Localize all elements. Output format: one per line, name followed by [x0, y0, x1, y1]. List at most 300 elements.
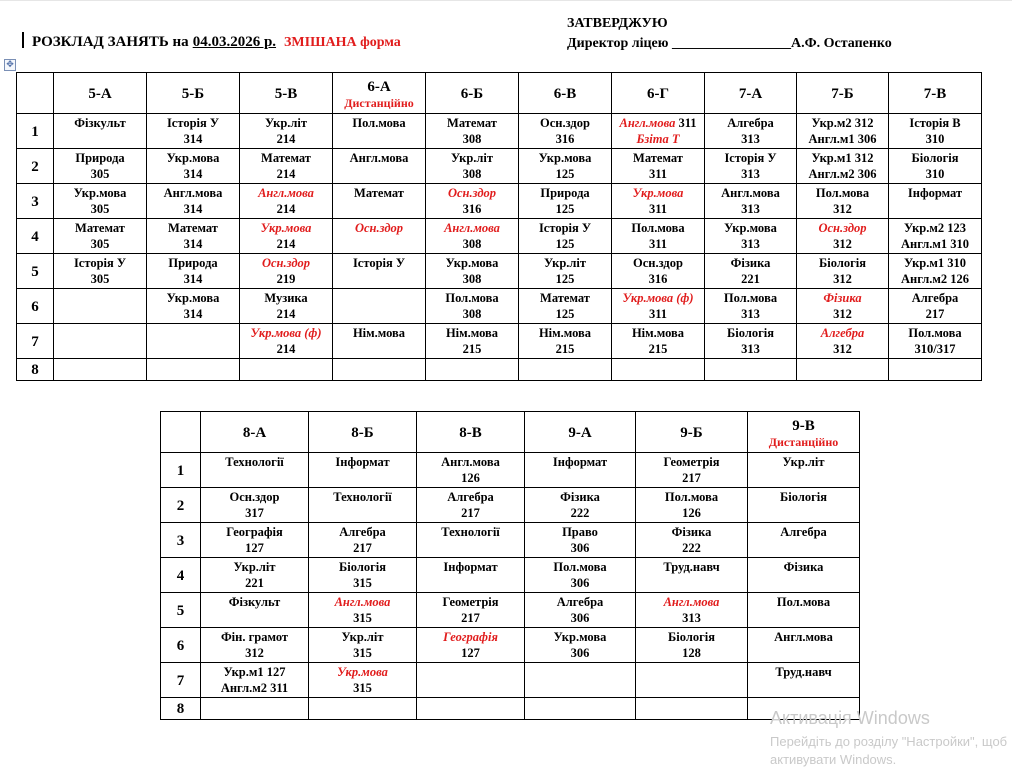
lesson-cell[interactable]	[705, 184, 797, 219]
subject	[613, 150, 703, 166]
subject-name: Укр.мова	[724, 221, 777, 235]
subject-name: Укр.мова	[260, 221, 312, 235]
room-number: 306	[570, 576, 590, 590]
lesson-cell[interactable]	[417, 698, 525, 720]
subject-name: Математ	[633, 151, 683, 165]
class-header	[147, 73, 240, 114]
lesson-cell[interactable]	[417, 558, 525, 593]
lesson-cell[interactable]	[748, 453, 860, 488]
lesson-cell[interactable]	[426, 219, 519, 254]
room-number: 316	[648, 272, 668, 286]
lesson-cell[interactable]	[525, 628, 636, 663]
class-name: 8-Б	[351, 424, 374, 441]
lesson-cell[interactable]	[889, 289, 982, 324]
room-number: 317	[245, 506, 264, 520]
subject	[418, 629, 523, 645]
subject-name: Фізика	[823, 291, 862, 305]
lesson-cell[interactable]	[519, 184, 612, 219]
lesson-cell[interactable]	[426, 289, 519, 324]
subject	[427, 115, 517, 131]
lesson-cell[interactable]	[612, 254, 705, 289]
room-number: 305	[90, 167, 110, 181]
subject-name: Геометрія	[663, 455, 720, 469]
lesson-cell[interactable]	[417, 523, 525, 558]
room-number: 221	[245, 576, 264, 590]
lesson-cell[interactable]	[797, 219, 889, 254]
lesson-cell[interactable]	[333, 359, 426, 381]
subject-name: Укр.мова	[553, 630, 607, 644]
schedule-title: РОЗКЛАД ЗАНЯТЬ на	[32, 34, 189, 50]
subject	[418, 454, 523, 470]
lesson-cell[interactable]	[797, 359, 889, 381]
lesson-cell[interactable]	[748, 523, 860, 558]
lesson-cell[interactable]	[705, 114, 797, 149]
subject-name: Осн.здор	[818, 221, 867, 235]
subject-name: Інформат	[907, 186, 963, 200]
subject	[241, 325, 331, 341]
room-number: 125	[555, 237, 575, 251]
lesson-cell[interactable]	[612, 149, 705, 184]
lesson-number: 4	[161, 558, 201, 593]
room-number: 222	[682, 541, 701, 555]
lesson-row	[161, 663, 860, 698]
lesson-cell[interactable]	[705, 289, 797, 324]
lesson-cell[interactable]	[147, 254, 240, 289]
lesson-cell[interactable]	[525, 488, 636, 523]
table-move-handle-icon[interactable]: ✥	[4, 59, 16, 71]
subject	[427, 325, 517, 341]
lesson-cell[interactable]	[889, 184, 982, 219]
lesson-row	[17, 289, 982, 324]
subject-name: Математ	[75, 221, 125, 235]
subject-name: Пол.мова	[723, 291, 778, 305]
subject	[241, 185, 331, 201]
lesson-number: 1	[161, 453, 201, 488]
subject	[749, 454, 858, 470]
subject	[749, 489, 858, 505]
lesson-cell[interactable]	[309, 628, 417, 663]
room-number: 306	[570, 541, 590, 555]
subject-name: Алгебра	[820, 326, 865, 340]
lesson-number: 7	[17, 324, 54, 359]
lesson-cell[interactable]	[417, 488, 525, 523]
header-row	[17, 73, 982, 114]
room-number: 314	[183, 132, 203, 146]
room-number: 305	[90, 202, 110, 216]
lesson-cell[interactable]	[636, 488, 748, 523]
subject	[637, 559, 746, 575]
director-line: Директор ліцею _________________А.Ф. Остапенко	[567, 36, 892, 51]
lesson-cell[interactable]	[147, 289, 240, 324]
subject-name: Історія У	[73, 256, 127, 270]
subject	[526, 594, 634, 610]
lesson-number: 6	[161, 628, 201, 663]
subject-name: Математ	[540, 291, 590, 305]
lesson-cell[interactable]	[54, 289, 147, 324]
class-name: 9-В	[792, 417, 815, 434]
class-name: 6-В	[553, 85, 577, 102]
lesson-cell[interactable]	[201, 663, 309, 698]
subject	[241, 150, 331, 166]
lesson-cell[interactable]	[309, 663, 417, 698]
class-name: 6-А	[367, 78, 391, 95]
room-number: 125	[555, 307, 575, 321]
lesson-cell[interactable]	[309, 453, 417, 488]
lesson-cell[interactable]	[748, 628, 860, 663]
lesson-cell[interactable]	[519, 254, 612, 289]
room-number: 314	[183, 167, 203, 181]
room-number: 314	[183, 202, 203, 216]
room-number: Англ.м2 306	[808, 167, 877, 181]
subject	[798, 290, 887, 306]
lesson-cell[interactable]	[889, 359, 982, 381]
subject-name: Англ.мова	[258, 186, 314, 200]
subject-name: Укр.м1 127	[223, 665, 286, 679]
lesson-cell[interactable]	[426, 254, 519, 289]
lesson-cell[interactable]	[147, 114, 240, 149]
subject-name: Технології	[441, 525, 500, 539]
lesson-cell[interactable]	[333, 114, 426, 149]
subject	[418, 594, 523, 610]
class-header	[333, 73, 426, 114]
subject-name: Укр.м2 123	[903, 221, 967, 235]
lesson-number: 1	[17, 114, 54, 149]
lesson-cell[interactable]	[309, 698, 417, 720]
lesson-number: 4	[17, 219, 54, 254]
lesson-cell[interactable]	[240, 289, 333, 324]
lesson-cell[interactable]	[748, 488, 860, 523]
room-number: 312	[245, 646, 264, 660]
room-number: 215	[648, 342, 668, 356]
lesson-cell[interactable]	[705, 149, 797, 184]
lesson-cell[interactable]	[636, 593, 748, 628]
lesson-cell[interactable]	[636, 523, 748, 558]
subject	[613, 185, 703, 201]
lesson-cell[interactable]	[333, 289, 426, 324]
subject	[890, 115, 980, 131]
room-number: 217	[682, 471, 701, 485]
lesson-cell[interactable]	[705, 359, 797, 381]
subject	[148, 150, 238, 166]
room-number: 311	[648, 307, 668, 321]
lesson-cell[interactable]	[147, 184, 240, 219]
lesson-cell[interactable]	[525, 558, 636, 593]
subject-name: Нім.мова	[631, 326, 685, 340]
subject-name: Історія У	[166, 116, 220, 130]
room-number: 306	[570, 646, 590, 660]
lesson-cell[interactable]	[748, 558, 860, 593]
lesson-number: 8	[161, 698, 201, 720]
lesson-cell[interactable]	[201, 558, 309, 593]
subject	[526, 524, 634, 540]
subject	[241, 220, 331, 236]
subject-name: Англ.мова	[619, 116, 676, 130]
room-number: 316	[462, 202, 482, 216]
subject-name: Історія В	[909, 116, 961, 130]
subject-name: Укр.м1 312	[811, 151, 874, 165]
lesson-cell[interactable]	[54, 254, 147, 289]
subject-name: Англ.мова	[721, 186, 780, 200]
lesson-cell[interactable]	[636, 453, 748, 488]
subject	[418, 489, 523, 505]
class-header	[636, 412, 748, 453]
lesson-cell[interactable]	[54, 149, 147, 184]
subject	[637, 629, 746, 645]
subject	[613, 255, 703, 271]
room-number: 315	[353, 611, 372, 625]
lesson-cell[interactable]	[426, 114, 519, 149]
room-number: 214	[276, 237, 296, 251]
class-name: 9-Б	[680, 424, 703, 441]
lesson-cell[interactable]	[333, 184, 426, 219]
room-number: 217	[925, 307, 945, 321]
lesson-cell[interactable]	[147, 324, 240, 359]
subject-name: Фізика	[671, 525, 712, 539]
subject-name: Фізика	[560, 490, 600, 504]
subject	[418, 524, 523, 540]
lesson-cell[interactable]	[54, 359, 147, 381]
subject	[55, 150, 145, 166]
subject-name: Пол.мова	[815, 186, 870, 200]
room-number: 214	[276, 132, 296, 146]
lesson-cell[interactable]	[636, 663, 748, 698]
subject	[310, 664, 415, 680]
subject-name: Укр.мова	[166, 291, 220, 305]
lesson-cell[interactable]	[240, 114, 333, 149]
lesson-cell[interactable]	[525, 523, 636, 558]
lesson-cell[interactable]	[201, 628, 309, 663]
lesson-cell[interactable]	[797, 289, 889, 324]
lesson-cell[interactable]	[519, 289, 612, 324]
subject-name: Історія У	[538, 221, 592, 235]
subject	[798, 185, 887, 201]
subject	[890, 290, 980, 306]
lesson-cell[interactable]	[426, 359, 519, 381]
lesson-cell[interactable]	[240, 149, 333, 184]
lesson-cell[interactable]	[525, 453, 636, 488]
lesson-row	[161, 453, 860, 488]
subject-name: Труд.навч	[663, 560, 720, 574]
lesson-row	[17, 219, 982, 254]
class-header	[519, 73, 612, 114]
lesson-cell[interactable]	[309, 558, 417, 593]
lesson-cell[interactable]	[309, 593, 417, 628]
lesson-cell[interactable]	[797, 114, 889, 149]
lesson-cell[interactable]	[612, 219, 705, 254]
lesson-cell[interactable]	[519, 114, 612, 149]
room-number: 310	[925, 167, 945, 181]
lesson-cell[interactable]	[889, 324, 982, 359]
subject	[310, 559, 415, 575]
lesson-cell[interactable]	[426, 184, 519, 219]
class-note: Дистанційно	[768, 434, 839, 449]
lesson-cell[interactable]	[240, 254, 333, 289]
room-number: 313	[741, 307, 760, 321]
subject-name: Укр.літ	[543, 256, 587, 270]
lesson-cell[interactable]	[612, 324, 705, 359]
class-header	[201, 412, 309, 453]
corner-cell	[17, 73, 54, 114]
subject	[637, 454, 746, 470]
subject-name: Природа	[168, 256, 218, 270]
lesson-cell[interactable]	[333, 324, 426, 359]
subject-name: Укр.літ	[233, 560, 276, 574]
subject	[798, 150, 887, 166]
lesson-cell[interactable]	[309, 523, 417, 558]
subject	[310, 629, 415, 645]
subject	[613, 115, 703, 131]
subject-name: Історія У	[724, 151, 777, 165]
lesson-cell[interactable]	[201, 523, 309, 558]
lesson-cell[interactable]	[54, 114, 147, 149]
lesson-cell[interactable]	[519, 324, 612, 359]
room-number: 125	[555, 272, 575, 286]
lesson-number: 2	[17, 149, 54, 184]
lesson-cell[interactable]	[333, 149, 426, 184]
subject-name: Природа	[540, 186, 590, 200]
subject-name: Англ.мова	[774, 630, 833, 644]
lesson-cell[interactable]	[426, 149, 519, 184]
subject	[749, 594, 858, 610]
class-name: 5-В	[274, 85, 298, 102]
lesson-cell[interactable]	[705, 324, 797, 359]
lesson-cell[interactable]	[612, 289, 705, 324]
lesson-cell[interactable]	[147, 359, 240, 381]
room-number: 310	[925, 132, 945, 146]
lesson-cell[interactable]	[525, 663, 636, 698]
lesson-cell[interactable]	[519, 219, 612, 254]
lesson-cell[interactable]	[889, 254, 982, 289]
lesson-cell[interactable]	[240, 324, 333, 359]
subject	[526, 489, 634, 505]
lesson-cell[interactable]	[636, 698, 748, 720]
subject-name: Англ.мова	[444, 221, 500, 235]
subject-name: Пол.мова	[631, 221, 685, 235]
lesson-cell[interactable]	[612, 184, 705, 219]
lesson-cell[interactable]	[54, 219, 147, 254]
lesson-cell[interactable]	[240, 184, 333, 219]
subject-name: Інформат	[443, 560, 498, 574]
lesson-cell[interactable]	[525, 698, 636, 720]
lesson-cell[interactable]	[797, 184, 889, 219]
lesson-cell[interactable]	[417, 663, 525, 698]
subject	[798, 255, 887, 271]
subject	[55, 185, 145, 201]
lesson-row	[161, 523, 860, 558]
lesson-cell[interactable]	[525, 593, 636, 628]
lesson-cell[interactable]	[889, 114, 982, 149]
subject-name: Пол.мова	[776, 595, 831, 609]
subject	[241, 290, 331, 306]
lesson-number: 2	[161, 488, 201, 523]
lesson-cell[interactable]	[417, 593, 525, 628]
class-name: 5-Б	[181, 85, 205, 102]
lesson-cell[interactable]	[519, 149, 612, 184]
subject	[202, 559, 307, 575]
lesson-cell[interactable]	[333, 219, 426, 254]
subject	[706, 150, 795, 166]
lesson-row	[17, 149, 982, 184]
lesson-cell[interactable]	[748, 663, 860, 698]
lesson-number: 5	[17, 254, 54, 289]
lesson-cell[interactable]	[417, 453, 525, 488]
subject	[241, 255, 331, 271]
subject	[334, 150, 424, 166]
lesson-cell[interactable]	[705, 254, 797, 289]
subject-name: Укр.мова (ф)	[622, 291, 694, 305]
subject-name: Труд.навч	[775, 665, 832, 679]
lesson-cell[interactable]	[147, 149, 240, 184]
class-header	[309, 412, 417, 453]
subject-name: Осн.здор	[229, 490, 280, 504]
room-number: 311	[648, 202, 668, 216]
class-name: 7-А	[738, 85, 763, 102]
lesson-cell[interactable]	[612, 114, 705, 149]
subject	[520, 185, 610, 201]
table1-body	[17, 73, 982, 381]
lesson-cell[interactable]	[889, 149, 982, 184]
subject-name: Природа	[75, 151, 125, 165]
room-number: Англ.м2 311	[220, 681, 289, 695]
lesson-cell[interactable]	[519, 359, 612, 381]
lesson-cell[interactable]	[797, 324, 889, 359]
lesson-number: 3	[17, 184, 54, 219]
lesson-cell[interactable]	[612, 359, 705, 381]
subject	[706, 255, 795, 271]
lesson-cell[interactable]	[309, 488, 417, 523]
lesson-cell[interactable]	[54, 184, 147, 219]
lesson-cell[interactable]	[705, 219, 797, 254]
class-name: 7-В	[923, 85, 947, 102]
lesson-cell[interactable]	[147, 219, 240, 254]
subject-name: Біологія	[727, 326, 774, 340]
lesson-cell[interactable]	[797, 254, 889, 289]
class-name: 7-Б	[831, 85, 854, 102]
lesson-cell[interactable]	[426, 324, 519, 359]
subject-name: Пол.мова	[445, 291, 499, 305]
room-number: 313	[741, 342, 760, 356]
subject	[55, 255, 145, 271]
room-number: 308	[462, 237, 482, 251]
lesson-cell[interactable]	[889, 219, 982, 254]
subject-name: Музика	[264, 291, 308, 305]
room-number: 311	[648, 237, 668, 251]
subject	[418, 559, 523, 575]
subject-name: Історія У	[352, 256, 406, 270]
room-number: 308	[462, 132, 482, 146]
subject	[148, 220, 238, 236]
lesson-cell[interactable]	[797, 149, 889, 184]
lesson-cell[interactable]	[201, 488, 309, 523]
lesson-cell[interactable]	[201, 698, 309, 720]
lesson-cell[interactable]	[748, 593, 860, 628]
subject-name: Біологія	[911, 151, 959, 165]
lesson-cell[interactable]	[54, 324, 147, 359]
lesson-cell[interactable]	[240, 359, 333, 381]
lesson-cell[interactable]	[240, 219, 333, 254]
lesson-cell[interactable]	[417, 628, 525, 663]
subject	[520, 290, 610, 306]
subject	[706, 290, 795, 306]
table2-body	[161, 412, 860, 720]
lesson-cell[interactable]	[201, 453, 309, 488]
subject	[55, 220, 145, 236]
lesson-cell[interactable]	[636, 558, 748, 593]
lesson-cell[interactable]	[333, 254, 426, 289]
subject	[526, 559, 634, 575]
lesson-cell[interactable]	[201, 593, 309, 628]
lesson-cell[interactable]	[636, 628, 748, 663]
